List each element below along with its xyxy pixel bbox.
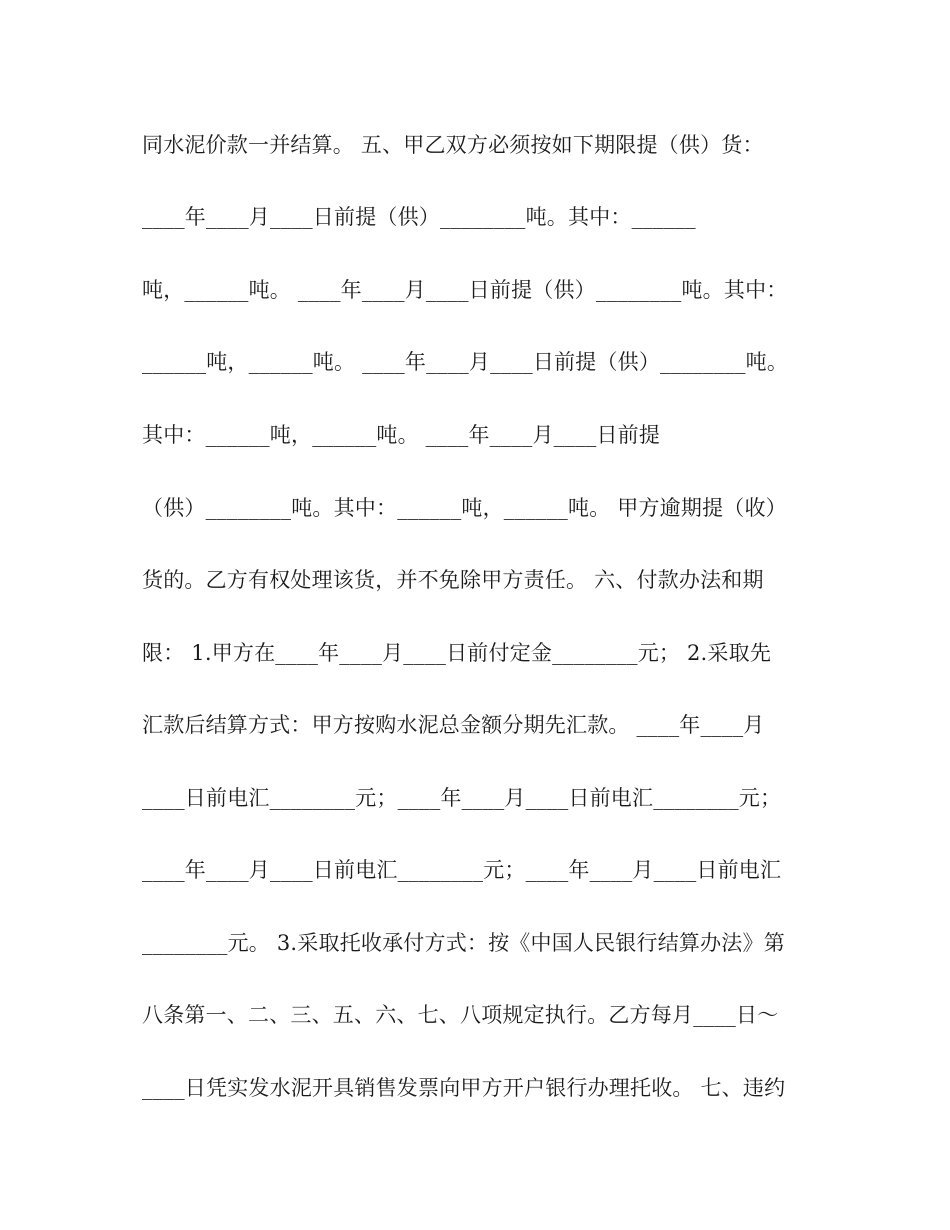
text-line: ______吨，______吨。 ____年____月____日前提（供）________吨。 [142,350,789,374]
text-line: 其中：______吨，______吨。 ____年____月____日前提 [142,423,661,447]
text-line: ________元。 3.采取托收承付方式：按《中国人民银行结算办法》第 [142,931,785,955]
text-line: （供）________吨。其中：______吨，______吨。 甲方逾期提（收） [142,496,787,520]
text-line: ____日凭实发水泥开具销售发票向甲方开户银行办理托收。 七、违约 [142,1076,786,1100]
text-line: 八条第一、二、三、五、六、七、八项规定执行。乙方每月____日～ [142,1003,779,1027]
text-line: ____年____月____日前提（供）________吨。其中：______ [142,205,696,229]
text-line: 同水泥价款一并结算。 五、甲乙双方必须按如下期限提（供）货： [142,133,764,157]
text-line: ____年____月____日前电汇________元；____年____月____日前电汇 [142,858,782,882]
text-line: 限： 1.甲方在____年____月____日前付定金________元； 2.采取先 [142,641,772,665]
text-line: 货的。乙方有权处理该货，并不免除甲方责任。 六、付款办法和期 [142,568,764,592]
text-line: 汇款后结算方式：甲方按购水泥总金额分期先汇款。 ____年____月 [142,713,765,737]
text-line: ____日前电汇________元；____年____月____日前电汇________元； [142,786,782,810]
text-line: 吨，______吨。 ____年____月____日前提（供）________吨。其中： [142,278,788,302]
